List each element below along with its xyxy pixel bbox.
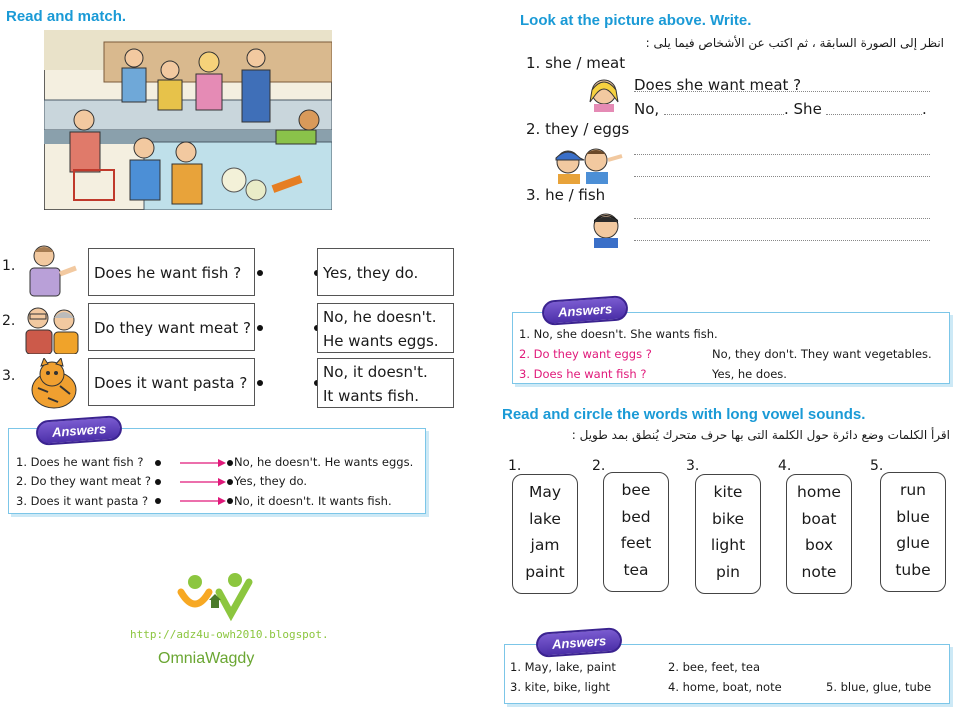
item-no: No, <box>634 100 660 118</box>
answer-box <box>317 248 454 296</box>
row-number: 3. <box>2 368 16 384</box>
two-boys-icon <box>552 144 628 184</box>
answer-line: No, it doesn't. <box>323 363 428 381</box>
boy-icon <box>588 210 628 248</box>
left-heading: Read and match. <box>6 8 127 25</box>
answer-text: Yes, he does. <box>712 367 787 381</box>
arrow-icons <box>152 455 234 511</box>
right-heading: Look at the picture above. Write. <box>520 12 752 29</box>
word[interactable]: box <box>804 536 834 554</box>
word[interactable]: boat <box>801 509 837 528</box>
word[interactable]: note <box>801 562 837 581</box>
question-box: Do they want meat ? <box>88 303 255 351</box>
word-group <box>512 474 578 594</box>
word[interactable]: kite <box>713 483 743 501</box>
word-group <box>603 472 669 592</box>
answer-text: 1. May, lake, paint <box>510 660 616 674</box>
answer-question: 1. Does he want fish ? <box>16 455 144 469</box>
word[interactable]: tea <box>623 560 649 579</box>
group-number: 5. <box>870 458 884 474</box>
tiger-cat-icon <box>28 358 82 410</box>
word[interactable]: paint <box>525 562 565 581</box>
answer-question: 3. Does he want fish ? <box>519 367 647 381</box>
match-dot[interactable] <box>257 380 263 386</box>
word[interactable]: light <box>710 536 746 554</box>
word[interactable]: blue <box>896 507 930 526</box>
word[interactable]: bed <box>621 507 651 526</box>
word-group <box>786 474 852 594</box>
item-label: 1. she / meat <box>526 54 626 72</box>
answer-text: No, they don't. They want vegetables. <box>712 347 932 361</box>
answer-line: No, he doesn't. <box>323 308 437 326</box>
logo-url: http://adz4u-owh2010.blogspot. <box>130 628 329 641</box>
word[interactable]: feet <box>620 534 652 552</box>
item-label: 2. they / eggs <box>526 120 630 138</box>
word[interactable]: bee <box>621 481 651 499</box>
answer-line: Yes, they do. <box>323 264 419 282</box>
answer-text: No, it doesn't. It wants fish. <box>234 494 392 508</box>
house-people-logo <box>175 570 255 628</box>
item-question: Does she want meat ? <box>634 76 802 94</box>
row-number: 2. <box>2 313 16 329</box>
match-dot[interactable] <box>257 270 263 276</box>
word[interactable]: May <box>528 483 562 501</box>
answer-question: 2. Do they want meat ? <box>16 474 152 488</box>
man-pointing-icon <box>20 242 80 298</box>
answer-line: He wants eggs. <box>323 332 439 350</box>
answers-tab: Answers <box>541 295 629 326</box>
answer-box <box>317 358 454 408</box>
vowel-heading: Read and circle the words with long vowel sounds. <box>502 406 866 423</box>
item-she: . She <box>784 100 822 118</box>
group-number: 3. <box>686 458 700 474</box>
word-group <box>880 472 946 592</box>
blonde-girl-icon <box>582 76 624 112</box>
answers-tab: Answers <box>535 627 623 658</box>
answer-question: 1. No, she doesn't. She wants fish. <box>519 327 718 341</box>
answer-text: 4. home, boat, note <box>668 680 782 694</box>
word-group <box>695 474 761 594</box>
word[interactable]: tube <box>895 560 931 579</box>
word[interactable]: glue <box>896 534 930 552</box>
answer-text: No, he doesn't. He wants eggs. <box>234 455 414 469</box>
word[interactable]: bike <box>711 509 745 528</box>
word[interactable]: jam <box>530 536 560 554</box>
word[interactable]: home <box>797 483 841 501</box>
group-number: 1. <box>508 458 522 474</box>
question-box: Does he want fish ? <box>88 248 255 296</box>
supermarket-illustration <box>44 30 332 210</box>
word[interactable]: pin <box>716 562 740 581</box>
old-couple-icon <box>20 304 82 354</box>
word[interactable]: lake <box>529 509 561 528</box>
word[interactable]: run <box>899 481 927 499</box>
arabic-instruction: انظر إلى الصورة السابقة ، ثم اكتب عن الأشخاص فيما يلى : <box>645 36 944 50</box>
answer-text: 2. bee, feet, tea <box>668 660 761 674</box>
answer-question: 2. Do they want eggs ? <box>519 347 652 361</box>
answer-text: 3. kite, bike, light <box>510 680 610 694</box>
question-box: Does it want pasta ? <box>88 358 255 406</box>
answer-question: 3. Does it want pasta ? <box>16 494 149 508</box>
answer-box <box>317 303 454 353</box>
row-number: 1. <box>2 258 16 274</box>
answer-text: 5. blue, glue, tube <box>826 680 932 694</box>
arabic-instruction: اقرأ الكلمات وضع دائرة حول الكلمة التى بها حرف متحرك يُنطق بمد طويل : <box>571 428 950 442</box>
group-number: 2. <box>592 458 606 474</box>
answer-text: Yes, they do. <box>234 474 307 488</box>
answers-tab: Answers <box>35 415 123 446</box>
group-number: 4. <box>778 458 792 474</box>
item-end: . <box>922 100 927 118</box>
item-label: 3. he / fish <box>526 186 606 204</box>
match-dot[interactable] <box>257 325 263 331</box>
logo-name: OmniaWagdy <box>158 650 255 667</box>
answer-line: It wants fish. <box>323 387 420 405</box>
